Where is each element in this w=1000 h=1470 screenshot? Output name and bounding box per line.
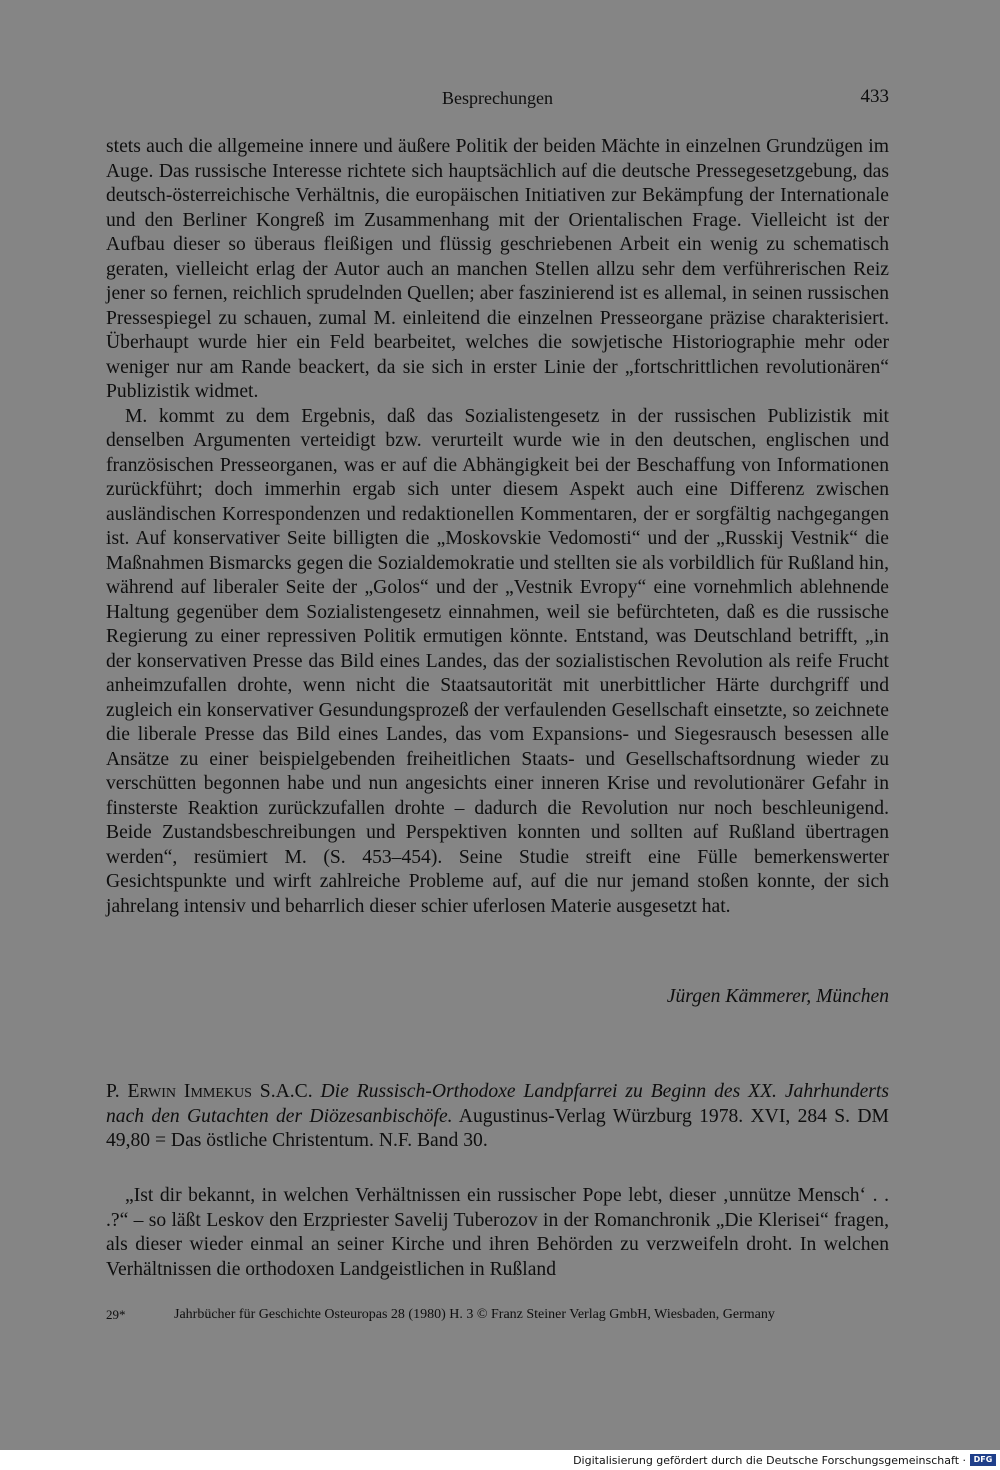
journal-citation: Jahrbücher für Geschichte Osteuropas 28 (1980) H. 3 © Franz Steiner Verlag GmbH, Wiesbaden, Germany — [174, 1307, 775, 1322]
signature-mark: 29* — [106, 1307, 126, 1322]
paragraph-1: stets auch die allgemeine innere und äußere Politik der beiden Mächte in einzelnen Grundzügen im Auge. Das russische Interesse richtete sich hauptsächlich auf die deutsche Pressegesetzgebung, das deutsch-österreichische Verhältnis, die europäischen Initiativen zur Bekämpfung der Internationale und den Berliner Kongreß im Zusammenhang mit der Orientalischen Frage. Vielleicht ist der Aufbau dieser so überaus fleißigen und flüssig geschriebenen Arbeit ein wenig zu schematisch geraten, vielleicht erlag der Autor auch an manchen Stellen allzu sehr dem verführerischen Reiz jener so fernen, reichlich sprudelnden Quellen; aber faszinierend ist es allemal, in seinen russischen Pressespiegel zu schauen, zumal M. einleitend die einzelnen Presseorgane präzise charakterisiert. Überhaupt wurde hier ein Feld bearbeitet, welches die sowjetische Historiographie mehr oder weniger nur am Rande beackert, da sie sich in erster Linie der „fortschrittlichen revolutionären“ Publizistik widmet. — [106, 136, 889, 402]
digitization-bar — [0, 1450, 1000, 1470]
review-author: P. Erwin Immekus S.A.C. — [106, 1081, 313, 1102]
review-publication-info: Augustinus-Verlag Würzburg 1978. XVI, 284 S. DM 49,80 = Das östliche Christentum. N.F. Band 30. — [106, 1105, 889, 1151]
running-head — [106, 86, 889, 114]
review-signature: Jürgen Kämmerer, München — [666, 986, 889, 1007]
digitization-credit: Digitalisierung gefördert durch die Deutsche Forschungsgemeinschaft · — [573, 1454, 966, 1467]
page-number: 433 — [860, 86, 889, 107]
review-book-title: Die Russisch-Orthodoxe Landpfarrei zu Beginn des XX. Jahrhunderts nach den Gutachten der Diözesanbischöfe. — [106, 1081, 889, 1127]
paragraph-2: M. kommt zu dem Ergebnis, daß das Sozialistengesetz in der russischen Publizistik mit denselben Argumenten verteidigt bzw. verurteilt wurde wie in den deutschen, englischen und französischen Presseorganen, was er auf die Abhängigkeit bei der Beschaffung von Informationen zurückführt; doch immerhin ergab sich unter diesem Aspekt auch eine Differenz zwischen ausländischen Korrespondenzen und redaktionellen Kommentaren, der er sorgfältig nachgegangen ist. Auf konservativer Seite billigten die „Moskovskie Vedomosti“ und der „Russkij Vestnik“ die Maßnahmen Bismarcks gegen die Sozialdemokratie und stellten sie als vorbildlich für Rußland hin, während auf liberaler Seite der „Golos“ und der „Vestnik Evropy“ eine vornehmlich ablehnende Haltung gegenüber dem Sozialistengesetz einnahmen, weil sie befürchteten, daß es die russische Regierung zu einer repressiven Politik ermutigen könnte. Entstand, was Deutschland betrifft, „in der konservativen Presse das Bild eines Landes, das der sozialistischen Revolution als reife Frucht anheimzufallen drohte, wenn nicht die Staatsautorität mit unerbittlicher Härte durchgriff und zugleich ein konservativer Gesundungsprozeß der verfaulenden Gesellschaft einsetzte, so zeichnete die liberale Presse das Bild eines Landes, das vom Expansions- und Siegesrausch besessen alle Ansätze zu einer beispielgebenden freiheitlichen Staats- und Gesellschaftsordnung wieder zu verschütten begonnen habe und nun angesichts einer inneren Krise und revolutionärer Gefahr in finsterste Reaktion zurückzufallen drohte – dadurch die Revolution nur noch beschleunigend. Beide Zustandsbeschreibungen und Perspektiven konnten und sollten auf Rußland übertragen werden“, resümiert M. (S. 453–454). Seine Studie streift eine Fülle bemerkenswerter Gesichtspunkte und wirft zahlreiche Probleme auf, auf die nur jemand stoßen konnte, der sich jahrelang intensiv und beharrlich dieser schier uferlosen Materie ausgesetzt hat. — [106, 405, 889, 917]
review-body — [106, 1184, 889, 1282]
dfg-logo-icon: DFG — [970, 1454, 996, 1466]
review-header — [106, 1080, 889, 1154]
article-body — [106, 135, 889, 919]
running-head-title: Besprechungen — [442, 88, 553, 108]
review-paragraph: „Ist dir bekannt, in welchen Verhältnissen ein russischer Pope lebt, dieser ‚unnütze Mensch‘ . . .?“ – so läßt Leskov den Erzpriester Savelij Tuberozov in der Romanchronik „Die Klerisei“ fragen, als dieser wieder einmal an seiner Kirche und ihren Behörden zu verzweifeln droht. In welchen Verhältnissen die orthodoxen Landgeistlichen in Rußland — [106, 1185, 889, 1280]
